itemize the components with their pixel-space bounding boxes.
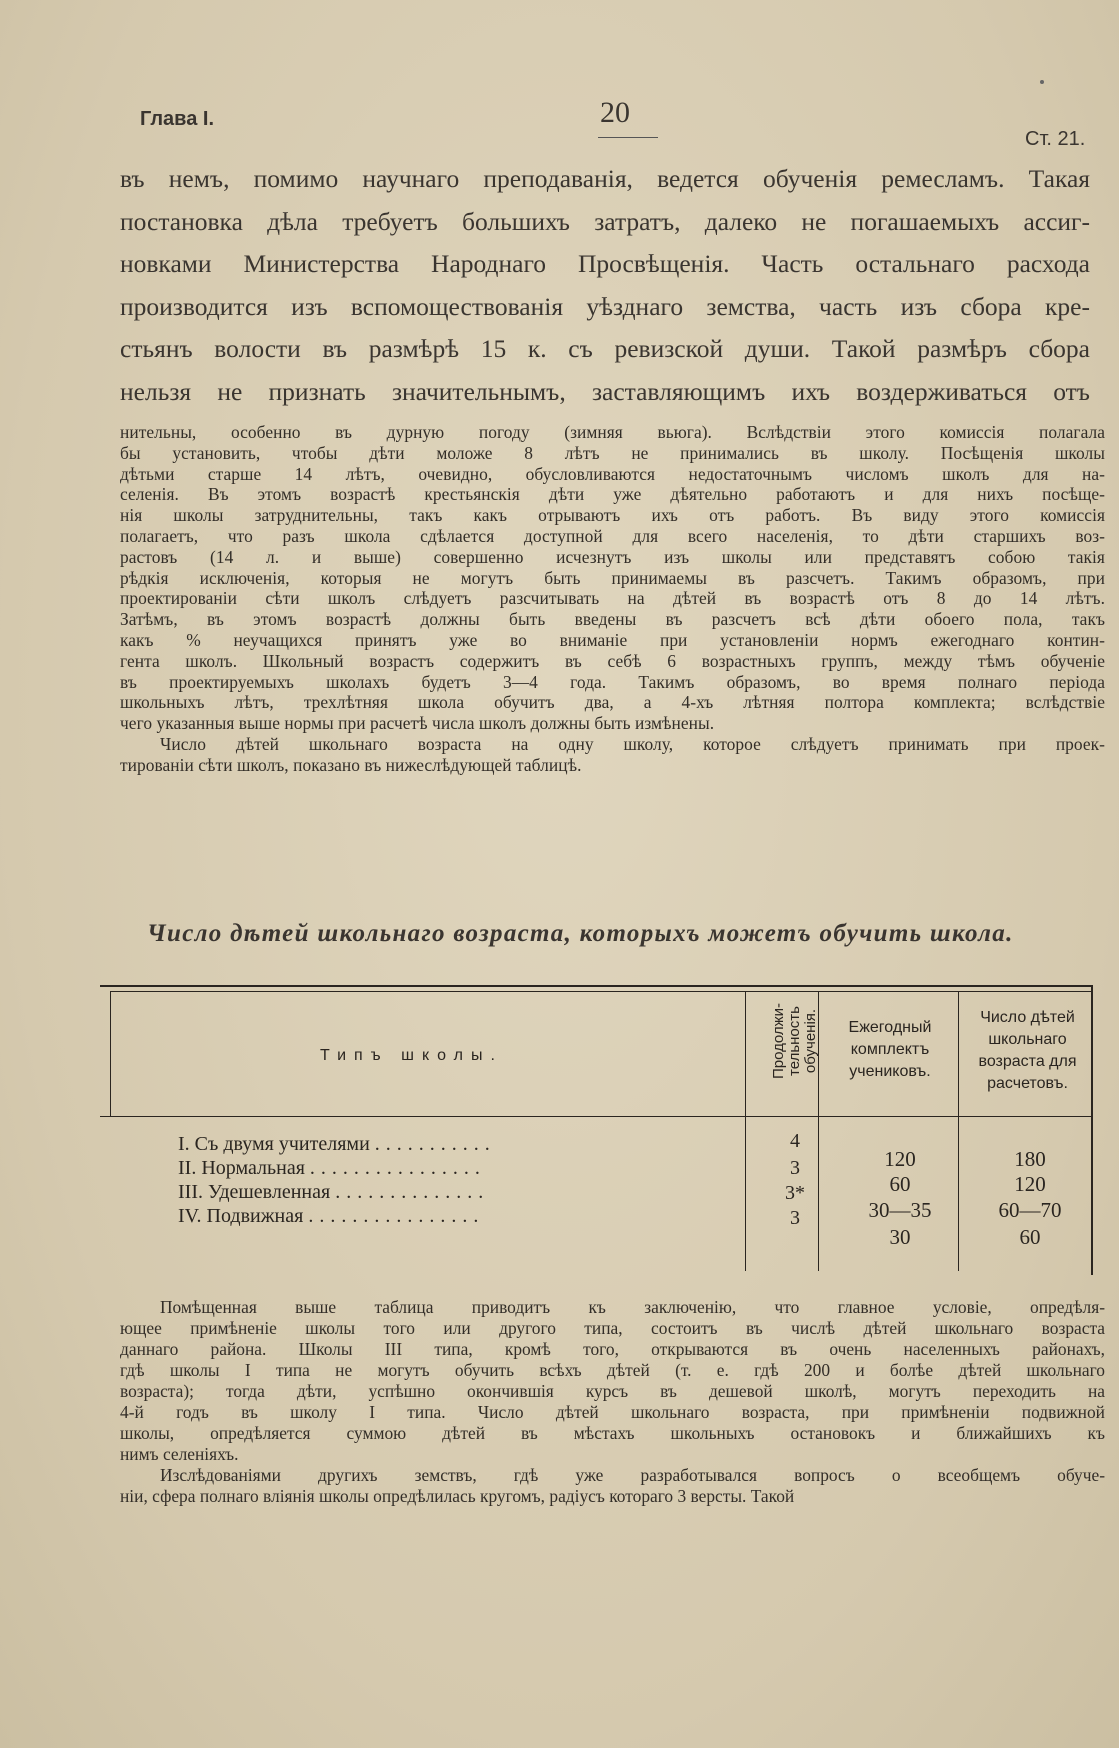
text-line: селенія. Въ этомъ возрастѣ крестьянскія дѣти уже дѣятельно работаютъ и для нихъ посѣще- — [120, 484, 1105, 505]
table-top-rule-thin — [110, 991, 1093, 992]
text-line: Число дѣтей школьнаго возраста на одну школу, которое слѣдуетъ принимать при проек- — [160, 733, 1105, 754]
table-row-label: IV. Подвижная ................ — [178, 1205, 485, 1227]
text-line: нія школы затруднительны, такъ какъ отрываютъ ихъ отъ работъ. Въ виду этого комиссія — [120, 505, 1105, 526]
speck — [1040, 80, 1044, 84]
text-line: производится изъ вспомоществованія уѣзднаго земства, часть изъ сбора кре- — [120, 291, 1090, 321]
text-line: проектированіи сѣти школъ слѣдуетъ разсчитывать на дѣтей въ возрастѣ отъ 8 до 14 лѣтъ. — [120, 588, 1105, 609]
text-line: Помѣщенная выше таблица приводитъ къ заключенію, что главное условіе, опредѣля- — [160, 1297, 1105, 1317]
text-line: въ проектируемыхъ школахъ будетъ 3—4 года. Такимъ образомъ, во время полнаго періода — [120, 671, 1105, 692]
text-line: стьянъ волости въ размѣрѣ 15 к. съ ревизской души. Такой размѣръ сбора — [120, 334, 1090, 363]
cell-duration: 3 — [790, 1157, 800, 1179]
cell-duration: 3* — [785, 1182, 805, 1204]
cell-annual: 60 — [889, 1172, 911, 1196]
text-line: полагаетъ, что разъ школа сдѣлается доступной для всего населенія, то дѣти старшихъ воз- — [120, 525, 1105, 546]
text-line: какъ % неучащихся принятъ уже во вниманіе при установленіи нормъ ежегоднаго контин- — [120, 629, 1105, 650]
header-children-count: Число дѣтей школьнаго возраста для расчетовъ. — [978, 1009, 1077, 1092]
text-line: нительны, особенно въ дурную погоду (зимняя вьюга). Вслѣдствіи этого комиссія полагала — [120, 422, 1105, 442]
table-top-rule — [100, 985, 1093, 987]
header-school-type: Типъ школы. — [320, 1047, 503, 1064]
header-annual-cohort: Ежегодный комплектъ учениковъ. — [848, 1019, 932, 1080]
text-line: въ немъ, помимо научнаго преподаванія, ведется обученія ремесламъ. Такая — [120, 164, 1090, 193]
table-col-divider — [745, 991, 746, 1271]
text-line: постановка дѣла требуетъ большихъ затратъ, далеко не погашаемыхъ ассиг- — [120, 206, 1090, 236]
text-line: чего указанныя выше нормы при расчетѣ числа школъ должны быть измѣнены. — [120, 713, 715, 734]
body-paragraph-large — [120, 158, 1090, 413]
text-line: 4-й годъ въ школу I типа. Число дѣтей школьнаго возраста, при примѣненіи подвижной — [120, 1402, 1105, 1422]
text-line: дѣтьми старше 14 лѣтъ, очевидно, обусловливаются недостаточнымъ числомъ школъ для на- — [120, 463, 1105, 484]
cell-children: 60 — [1019, 1225, 1041, 1249]
text-line: тированіи сѣти школъ, показано въ нижеслѣдующей таблицѣ. — [120, 754, 582, 775]
chapter-label: Глава I. — [140, 108, 214, 130]
text-line: бы установить, чтобы дѣти моложе 8 лѣтъ не принимались въ школу. Посѣщенія школы — [120, 442, 1105, 463]
text-line: возраста); тогда дѣти, успѣшно окончившія курсъ въ дешевой школѣ, могутъ переходить на — [120, 1381, 1105, 1401]
cell-children: 60—70 — [998, 1198, 1062, 1222]
cell-annual: 120 — [884, 1147, 916, 1171]
text-line: даннаго района. Школы III типа, кромѣ того, открываются въ очень населенныхъ районахъ, — [120, 1339, 1105, 1359]
page-number-rule — [598, 137, 658, 138]
text-line: гдѣ школы I типа не могутъ обучить всѣхъ дѣтей (т. е. гдѣ 200 и болѣе дѣтей школьнаго — [120, 1360, 1105, 1380]
header-duration: Продолжи-тельность обученія. — [770, 1002, 819, 1080]
table-title: Число дѣтей школьнаго возраста, которыхъ можетъ обучить школа. — [147, 920, 1014, 947]
cell-duration: 4 — [790, 1130, 800, 1152]
text-line: школьныхъ лѣтъ, трехлѣтняя школа обучитъ два, а 4-хъ лѣтняя полтора комплекта; вслѣдствіе — [120, 692, 1105, 713]
text-line: нимъ селеніяхъ. — [120, 1444, 239, 1464]
cell-children: 120 — [1014, 1172, 1046, 1196]
article-label: Ст. 21. — [1025, 128, 1086, 150]
text-line: Изслѣдованіями другихъ земствъ, гдѣ уже разработывался вопросъ о всеобщемъ обуче- — [160, 1465, 1105, 1485]
text-line: ніи, сфера полнаго вліянія школы опредѣлилась кругомъ, радіусъ котораго 3 версты. Такой — [120, 1486, 795, 1506]
text-line: ющее примѣненіе школы того или другого типа, состоитъ въ числѣ дѣтей школьнаго возраста — [120, 1318, 1105, 1338]
text-line: школы, опредѣляется суммою дѣтей въ мѣстахъ школьныхъ остановокъ и ближайшихъ къ — [120, 1423, 1105, 1443]
body-paragraph-small — [120, 422, 1105, 776]
cell-children: 180 — [1014, 1147, 1046, 1171]
page-number: 20 — [600, 96, 630, 129]
table-left-rule — [110, 991, 111, 1116]
body-paragraph-after-table — [120, 1297, 1105, 1507]
text-line: Затѣмъ, въ этомъ возрастѣ должны быть введены въ разсчетъ всѣ дѣти обоего пола, такъ — [120, 609, 1105, 630]
text-line: нельзя не признать значительнымъ, заставляющимъ ихъ воздерживаться отъ — [120, 376, 1090, 406]
text-line: новками Министерства Народнаго Просвѣщенія. Часть остальнаго расхода — [120, 249, 1090, 278]
cell-duration: 3 — [790, 1207, 800, 1229]
table-row-label: III. Удешевленная .............. — [178, 1181, 490, 1203]
table-header-rule — [100, 1116, 1093, 1117]
text-line: растовъ (14 л. и выше) совершенно исчезнутъ изъ школы или представятъ собою такія — [120, 546, 1105, 567]
cell-annual: 30—35 — [868, 1198, 932, 1222]
school-table — [100, 985, 1093, 1280]
cell-annual: 30 — [889, 1225, 911, 1249]
table-row-label: I. Съ двумя учителями ........... — [178, 1133, 496, 1155]
text-line: рѣдкія исключенія, которыя не могутъ быть принимаемы въ разсчетъ. Такимъ образомъ, при — [120, 567, 1105, 588]
table-row-label: II. Нормальная ................ — [178, 1157, 486, 1179]
text-line: гента школъ. Школьный возрастъ содержитъ въ себѣ 6 возрастныхъ группъ, между тѣмъ обученіе — [120, 650, 1105, 671]
